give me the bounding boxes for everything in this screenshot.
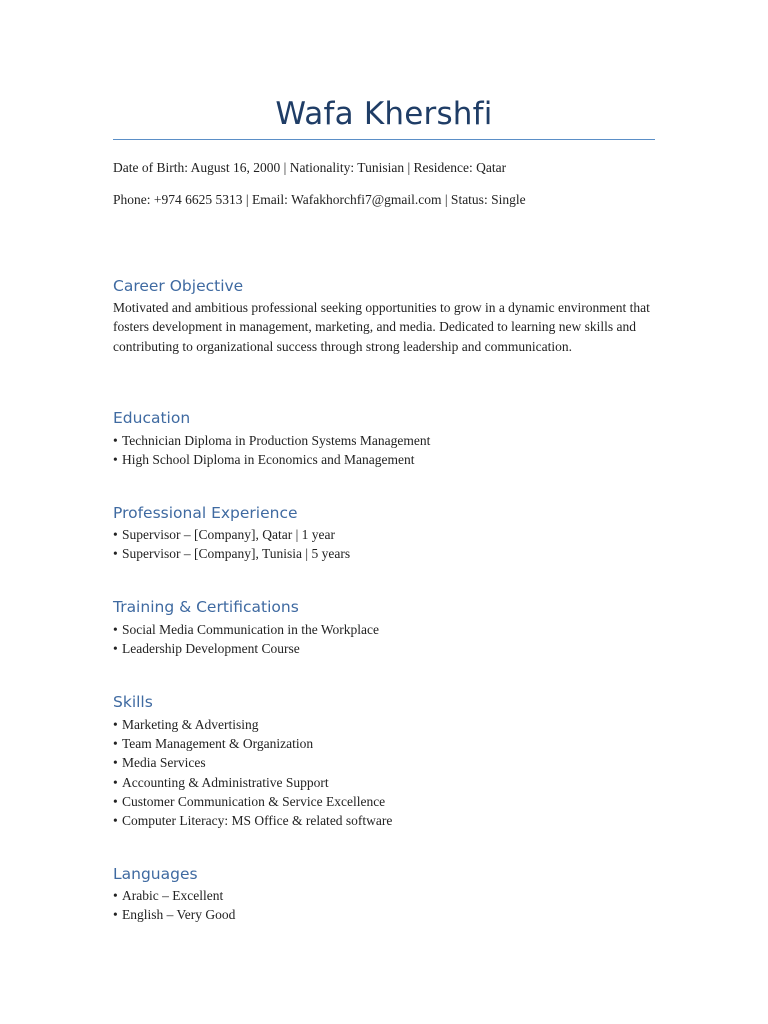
bullet-icon: • — [113, 452, 118, 468]
bullet-icon: • — [113, 641, 118, 657]
bullet-icon: • — [113, 622, 118, 637]
list-item — [113, 753, 392, 772]
skill-item: Team Management & Organization — [122, 736, 314, 752]
career-objective-text: Motivated and ambitious professional seeking opportunities to grow in a dynamic environment that fosters development in management, marketing, and media. Dedicated to learning new skills and contributing to organizational success through strong leadership and communication. — [113, 300, 650, 354]
list-item — [113, 525, 350, 544]
experience-item: Supervisor – [Company], Qatar | 1 year — [122, 527, 336, 542]
training-list — [113, 620, 379, 658]
personal-info-line: Date of Birth: August 16, 2000 | Nationality: Tunisian | Residence: Qatar — [113, 160, 507, 175]
skill-item: Marketing & Advertising — [122, 717, 259, 732]
section-title-experience: Professional Experience — [113, 504, 298, 522]
experience-item: Supervisor – [Company], Tunisia | 5 years — [122, 546, 351, 562]
contact-info-line: Phone: +974 6625 5313 | Email: Wafakhorchfi7@gmail.com | Status: Single — [113, 192, 526, 207]
education-item: High School Diploma in Economics and Management — [122, 452, 415, 468]
training-item: Social Media Communication in the Workplace — [122, 622, 379, 637]
bullet-icon: • — [113, 546, 118, 562]
list-item — [113, 734, 392, 753]
section-title-skills: Skills — [113, 693, 153, 711]
skill-item: Customer Communication & Service Excellence — [122, 793, 386, 809]
bullet-icon: • — [113, 793, 118, 809]
language-item: English – Very Good — [122, 907, 236, 923]
bullet-icon: • — [113, 717, 118, 732]
candidate-name: Wafa Khershfi — [275, 96, 493, 132]
list-item — [113, 811, 392, 830]
skill-item: Media Services — [122, 755, 206, 771]
list-item — [113, 773, 392, 792]
list-item — [113, 620, 379, 639]
bullet-icon: • — [113, 527, 118, 542]
list-item — [113, 431, 430, 450]
section-title-languages: Languages — [113, 865, 198, 883]
skill-item: Computer Literacy: MS Office & related software — [122, 813, 393, 829]
list-item — [113, 544, 350, 563]
list-item — [113, 715, 392, 734]
education-list — [113, 431, 430, 469]
language-item: Arabic – Excellent — [122, 888, 224, 903]
list-item — [113, 886, 235, 905]
languages-list — [113, 886, 235, 924]
section-title-training: Training & Certifications — [113, 598, 299, 616]
header-divider — [113, 139, 655, 140]
list-item — [113, 905, 235, 924]
list-item — [113, 792, 392, 811]
bullet-icon: • — [113, 774, 118, 790]
bullet-icon: • — [113, 755, 118, 771]
education-item: Technician Diploma in Production Systems Management — [122, 433, 431, 448]
section-title-education: Education — [113, 409, 191, 427]
skills-list — [113, 715, 392, 830]
bullet-icon: • — [113, 907, 118, 923]
bullet-icon: • — [113, 888, 118, 903]
bullet-icon: • — [113, 813, 118, 829]
skill-item: Accounting & Administrative Support — [122, 774, 329, 790]
list-item — [113, 639, 379, 658]
training-item: Leadership Development Course — [122, 641, 300, 657]
experience-list — [113, 525, 350, 563]
list-item — [113, 450, 430, 469]
bullet-icon: • — [113, 736, 118, 752]
bullet-icon: • — [113, 433, 118, 448]
section-title-career-objective: Career Objective — [113, 277, 244, 295]
